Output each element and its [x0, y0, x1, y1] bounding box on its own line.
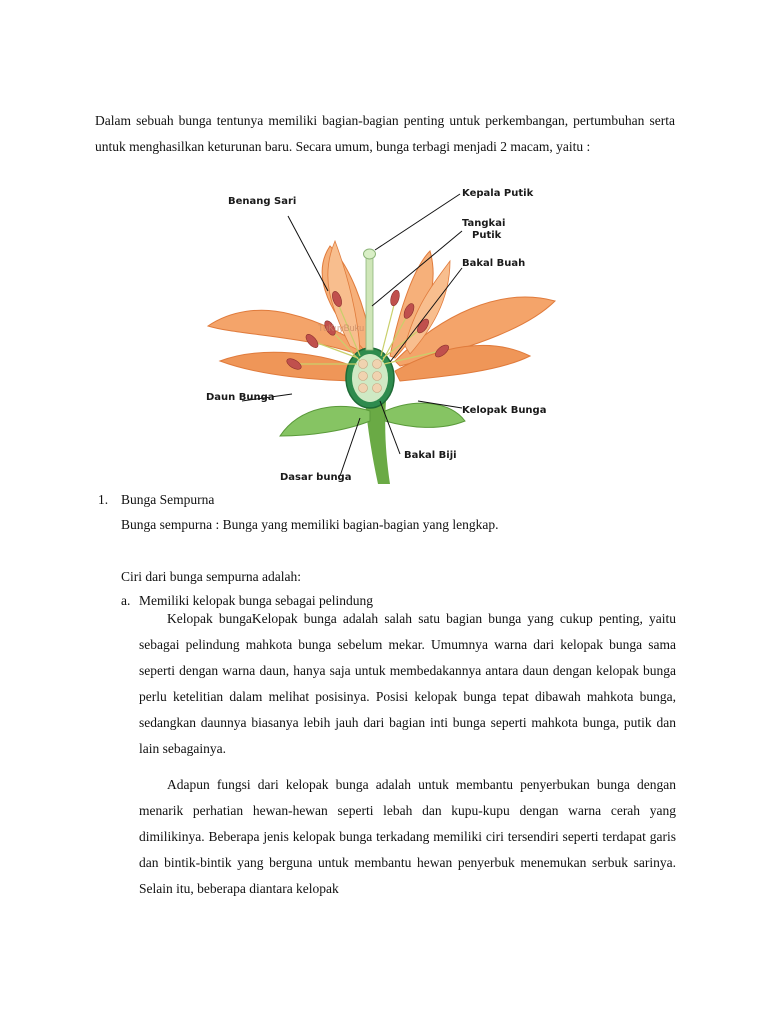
- section-definition: Bunga sempurna : Bunga yang memiliki bagian-bagian yang lengkap.: [121, 517, 499, 532]
- intro-paragraph: Dalam sebuah bunga tentunya memiliki bagian-bagian penting untuk perkembangan, pertumbuhan serta untuk menghasilkan keturunan baru. Secara umum, bunga terbagi menjadi 2 macam, yaitu :: [95, 113, 675, 154]
- item-a-marker: a.: [121, 593, 131, 608]
- watermark-text: TuKuyBuku: [318, 323, 365, 333]
- flower-diagram: [200, 186, 560, 486]
- style: [366, 258, 373, 350]
- leaf-left: [280, 406, 370, 436]
- paragraph-kelopak-1: Kelopak bungaKelopak bunga adalah salah satu bagian bunga yang cukup penting, yaitu sebagai pelindung mahkota bunga sebelum mekar. Umumnya warna dari kelopak bunga sama seperti dengan warna daun, hanya saja untuk membedakannya antara daun dengan kelopak bunga perlu ketelitian dalam melihat posisinya. Posisi kelopak bunga tepat dibawah mahkota bunga, sedangkan daunnya biasanya lebih jauh dari bagian inti bunga seperti mahkota bunga, putik dan lain sebagainya.: [139, 611, 676, 756]
- ciri-heading: Ciri dari bunga sempurna adalah:: [121, 569, 301, 584]
- section-number: 1.: [98, 492, 109, 507]
- label-kepala-putik: Kepala Putik: [462, 188, 534, 199]
- label-tangkai-putik-2: Putik: [472, 230, 502, 241]
- item-a-title: Memiliki kelopak bunga sebagai pelindung: [139, 593, 373, 608]
- stigma: [364, 249, 376, 259]
- section-title: Bunga Sempurna: [121, 492, 215, 507]
- label-bakal-buah: Bakal Buah: [462, 258, 526, 269]
- label-benang-sari: Benang Sari: [228, 196, 297, 207]
- label-daun-bunga: Daun Bunga: [206, 392, 275, 403]
- paragraph-kelopak-2: Adapun fungsi dari kelopak bunga adalah untuk membantu penyerbukan bunga dengan menarik perhatian hewan-hewan seperti lebah dan kupu-kupu dengan warna cerah yang dimilikinya. Beberapa jenis kelopak bunga terkadang memiliki ciri tersendiri seperti terdapat garis dan bintik-bintik yang berguna untuk membantu hewan penyerbuk menemukan serbuk sarinya. Selain itu, beberapa diantara kelopak: [139, 777, 676, 896]
- label-kelopak-bunga: Kelopak Bunga: [462, 405, 547, 416]
- label-tangkai-putik-1: Tangkai: [462, 218, 506, 229]
- label-dasar-bunga: Dasar bunga: [280, 472, 352, 483]
- label-bakal-biji: Bakal Biji: [404, 450, 457, 461]
